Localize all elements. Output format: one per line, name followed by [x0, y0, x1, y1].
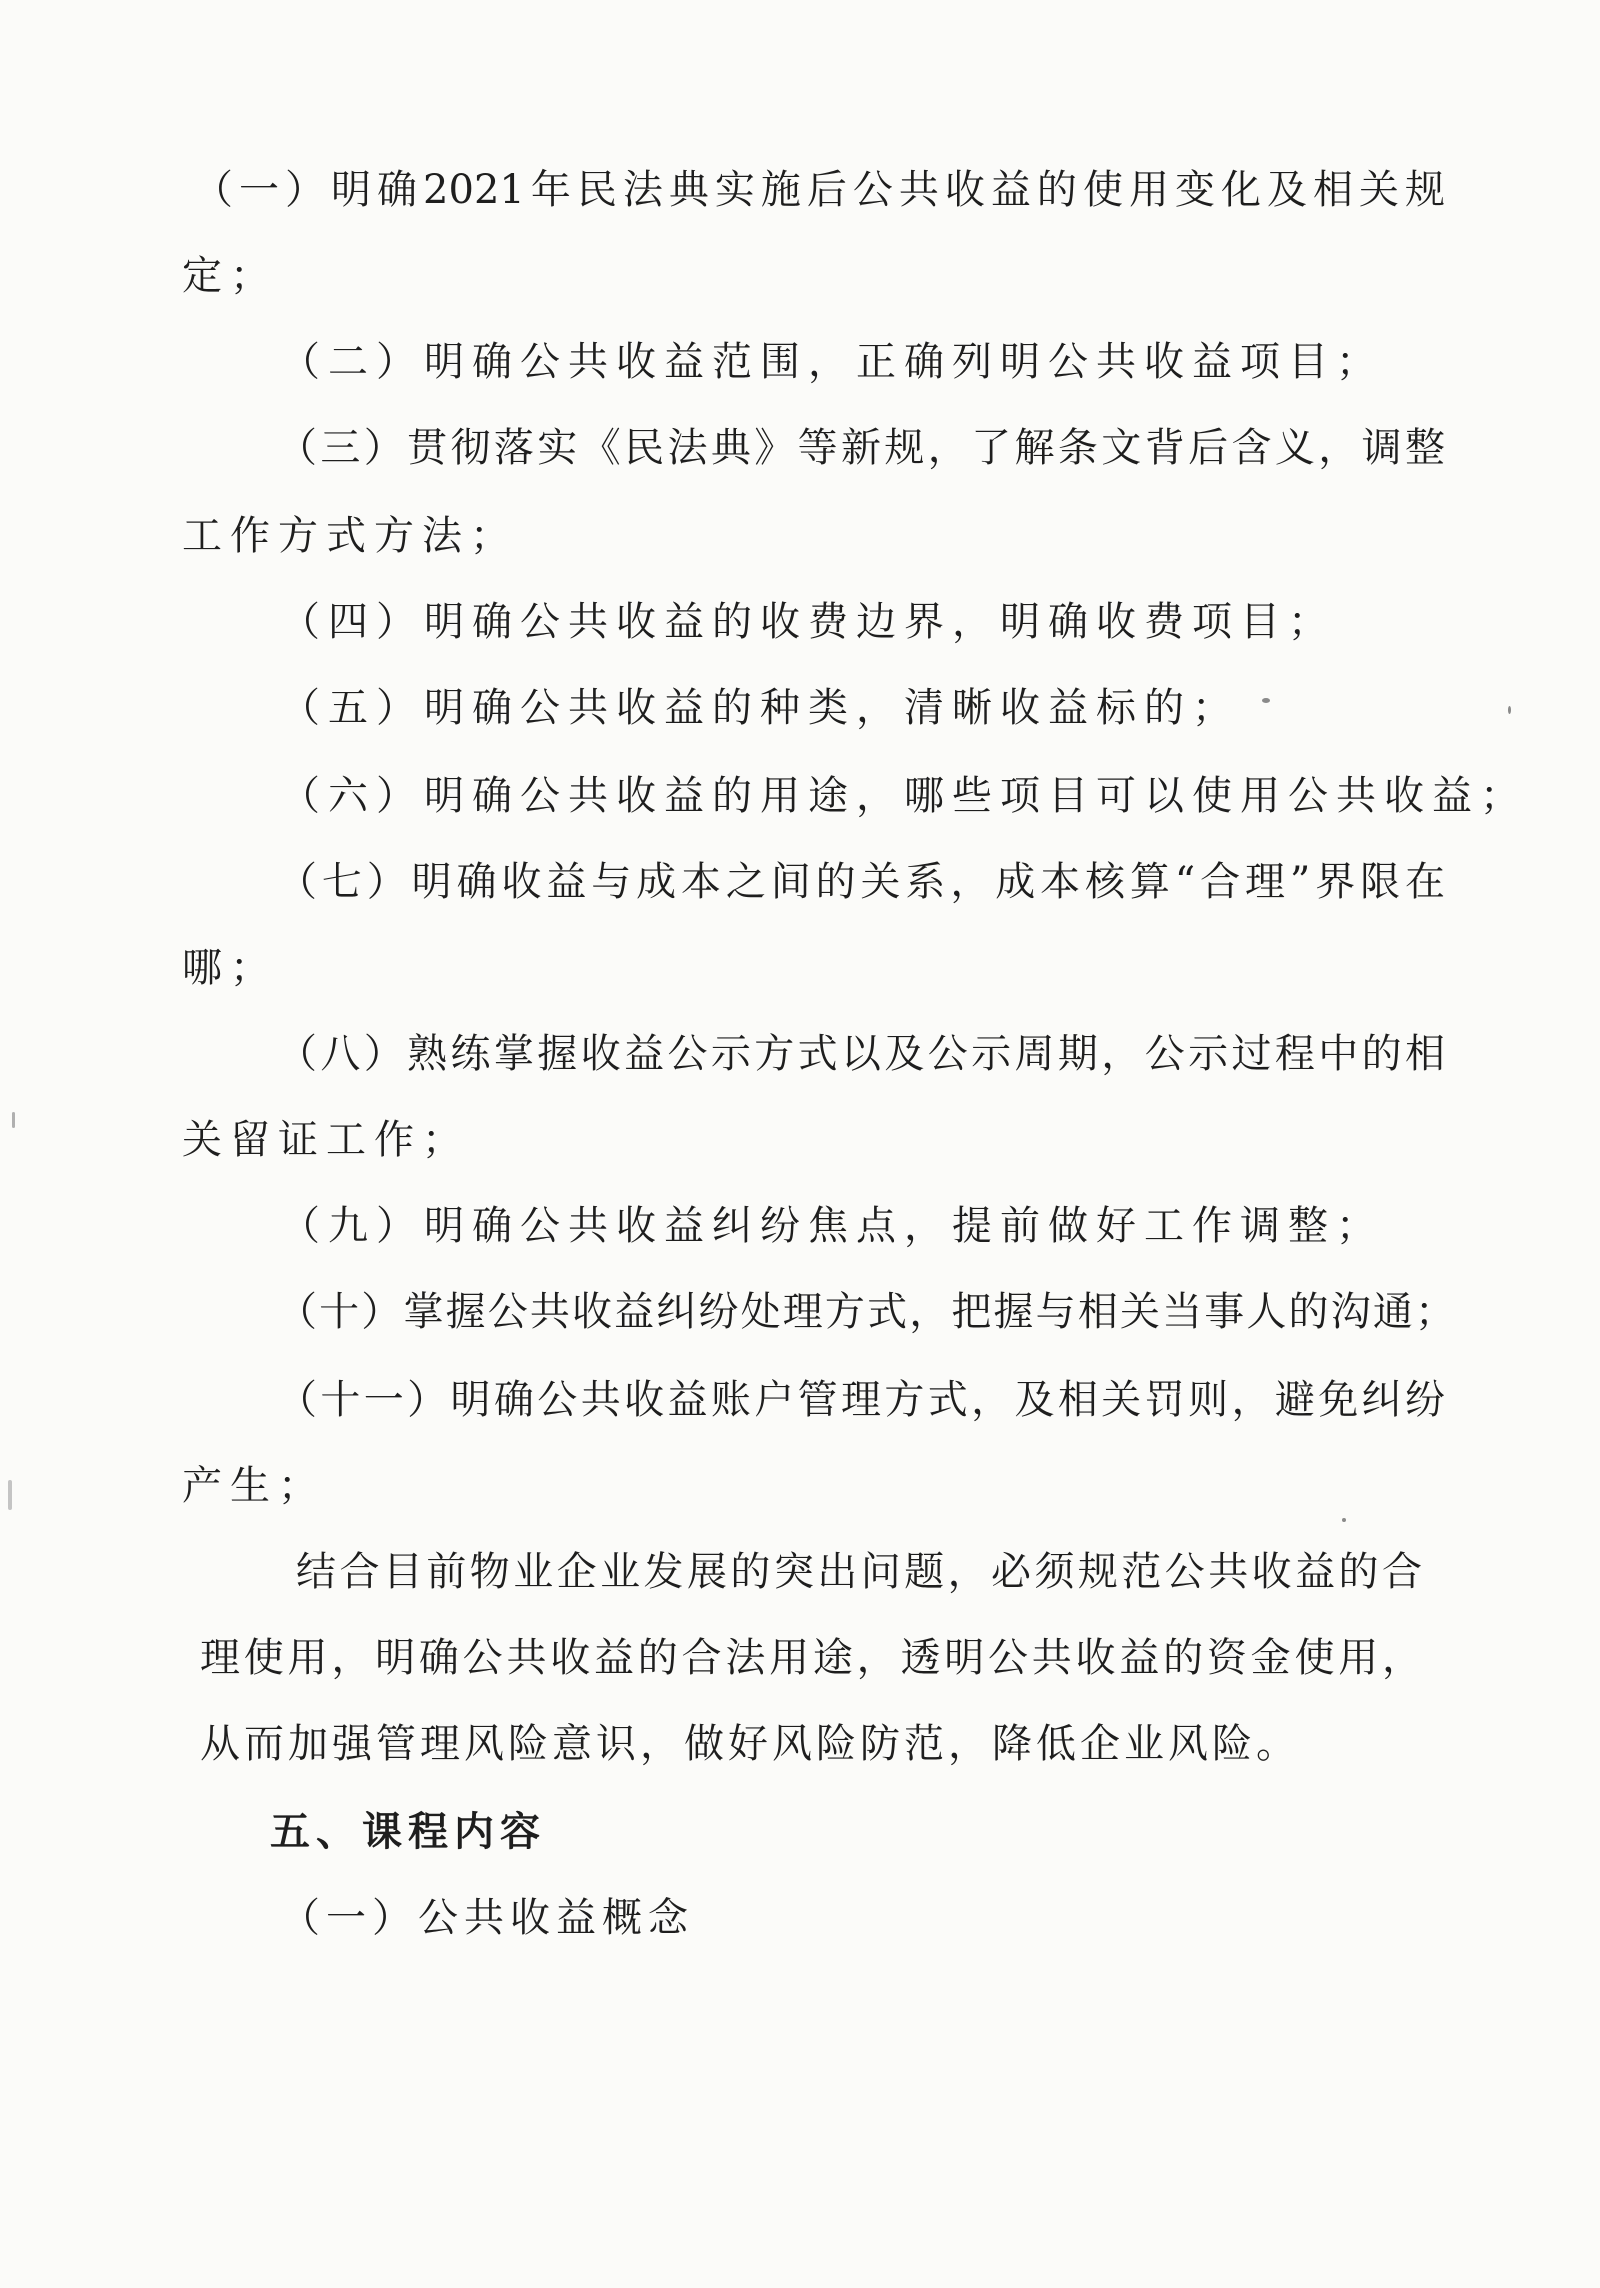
item-4: （四）明确公共收益的收费边界，明确收费项目；: [280, 599, 1336, 645]
item-6: （六）明确公共收益的用途，哪些项目可以使用公共收益；: [280, 773, 1528, 819]
item-8-line-1: （八）熟练掌握收益公示方式以及公示周期，公示过程中的相: [277, 1031, 1445, 1077]
item-1-line-1: （一）明确2021年民法典实施后公共收益的使用变化及相关规: [193, 167, 1445, 213]
scan-speck: [1342, 1518, 1346, 1522]
item-8-line-2: 关留证工作；: [182, 1117, 470, 1163]
scan-speck: [8, 1480, 12, 1510]
item-3-line-1: （三）贯彻落实《民法典》等新规，了解条文背后含义，调整: [277, 425, 1445, 471]
item-10: （十）掌握公共收益纠纷处理方式，把握与相关当事人的沟通；: [277, 1289, 1455, 1335]
item-9: （九）明确公共收益纠纷焦点，提前做好工作调整；: [280, 1203, 1384, 1249]
item-7-line-2: 哪；: [182, 945, 278, 991]
item-11-line-1: （十一）明确公共收益账户管理方式，及相关罚则，避免纠纷: [277, 1377, 1445, 1423]
scan-speck: [1508, 706, 1511, 714]
summary-line-2: 理使用，明确公共收益的合法用途，透明公共收益的资金使用，: [200, 1635, 1422, 1681]
item-7-line-1: （七）明确收益与成本之间的关系，成本核算“合理”界限在: [277, 859, 1445, 905]
item-11-line-2: 产生；: [182, 1463, 326, 1509]
summary-line-3: 从而加强管理风险意识，做好风险防范，降低企业风险。: [200, 1721, 1300, 1767]
scan-speck: [12, 1112, 15, 1128]
subsection-heading: （一）公共收益概念: [280, 1895, 694, 1941]
item-5: （五）明确公共收益的种类，清晰收益标的；: [280, 685, 1240, 731]
summary-line-1: 结合目前物业企业发展的突出问题，必须规范公共收益的合: [296, 1549, 1422, 1595]
item-2: （二）明确公共收益范围，正确列明公共收益项目；: [280, 339, 1384, 385]
item-1-line-2: 定；: [182, 253, 278, 299]
section-heading: 五、课程内容: [270, 1809, 546, 1855]
item-3-line-2: 工作方式方法；: [182, 513, 518, 559]
scan-speck: [1262, 698, 1270, 703]
